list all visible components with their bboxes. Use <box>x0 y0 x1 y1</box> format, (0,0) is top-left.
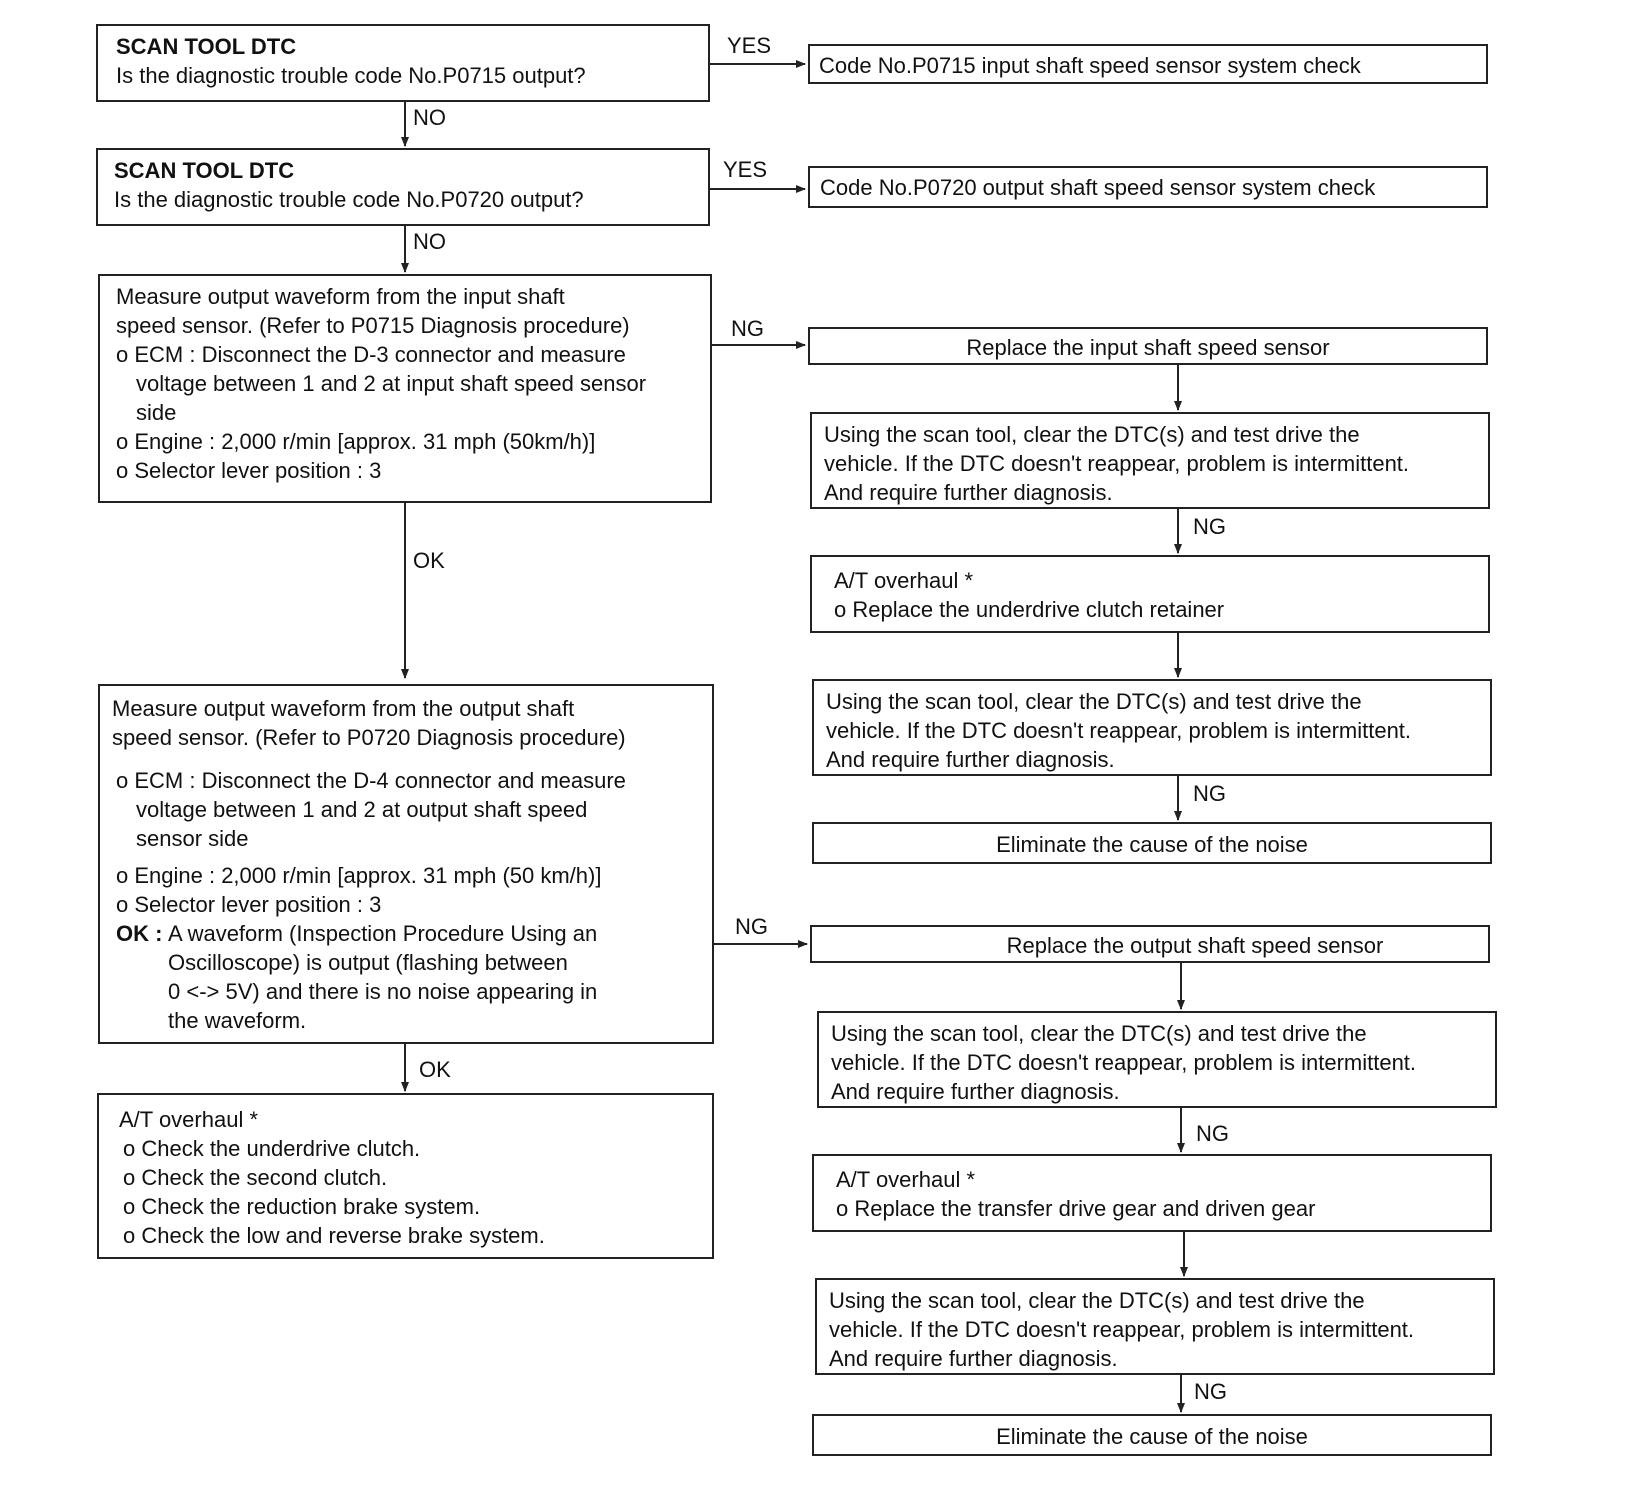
r4-ng-label: NG <box>1193 781 1226 806</box>
s5-text: Eliminate the cause of the noise <box>996 1424 1308 1449</box>
box4-ok-line1: A waveform (Inspection Procedure Using an <box>168 921 598 946</box>
r5-text: Eliminate the cause of the noise <box>996 832 1308 857</box>
box4-ok-text <box>168 919 712 1035</box>
r4-line1: Using the scan tool, clear the DTC(s) and test drive the <box>826 689 1362 714</box>
box1-no-label: NO <box>413 105 446 130</box>
s4-line1: Using the scan tool, clear the DTC(s) and test drive the <box>829 1288 1365 1313</box>
box4-ok-label: OK <box>419 1057 451 1082</box>
s2-ng-label: NG <box>1196 1121 1229 1146</box>
input-shaft-waveform-box <box>98 274 712 503</box>
r3-line2: o Replace the underdrive clutch retainer <box>834 597 1225 622</box>
replace-input-sensor-box <box>808 327 1488 365</box>
scan-tool-dtc-p0715-box <box>96 24 710 102</box>
box1-yes-label: YES <box>727 33 772 58</box>
box5-line3: o Check the second clutch. <box>123 1165 388 1190</box>
p0720-result-text: Code No.P0720 output shaft speed sensor system check <box>820 175 1376 200</box>
box2-yes-label: YES <box>723 157 768 182</box>
box4-ok-criteria <box>112 919 712 1035</box>
box4-line1: Measure output waveform from the output shaft <box>112 696 575 721</box>
box3-line4: voltage between 1 and 2 at input shaft speed sensor <box>136 371 647 396</box>
box3-ng-label: NG <box>731 316 764 341</box>
box2-title: SCAN TOOL DTC <box>114 158 295 183</box>
box4-line5: sensor side <box>136 826 249 851</box>
at-overhaul-checks-box <box>97 1093 714 1259</box>
s4-line2: vehicle. If the DTC doesn't reappear, problem is intermittent. <box>829 1317 1415 1342</box>
s2-line1: Using the scan tool, clear the DTC(s) and test drive the <box>831 1021 1367 1046</box>
box3-line3: o ECM : Disconnect the D-3 connector and measure <box>116 342 626 367</box>
r4-line2: vehicle. If the DTC doesn't reappear, problem is intermittent. <box>826 718 1412 743</box>
box4-ok-line4: the waveform. <box>168 1008 307 1033</box>
p0720-result-box <box>808 166 1488 208</box>
box2-question: Is the diagnostic trouble code No.P0720 output? <box>114 187 584 212</box>
at-overhaul-underdrive-box <box>810 555 1490 633</box>
r2-line1: Using the scan tool, clear the DTC(s) and test drive the <box>824 422 1360 447</box>
p0715-result-box <box>808 44 1488 84</box>
box2-no-label: NO <box>413 229 446 254</box>
box3-line7: o Selector lever position : 3 <box>116 458 382 483</box>
s2-line2: vehicle. If the DTC doesn't reappear, problem is intermittent. <box>831 1050 1417 1075</box>
s2-line3: And require further diagnosis. <box>831 1079 1120 1104</box>
box3-line2: speed sensor. (Refer to P0715 Diagnosis procedure) <box>116 313 630 338</box>
box4-line4: voltage between 1 and 2 at output shaft speed <box>136 797 588 822</box>
box1-title: SCAN TOOL DTC <box>116 34 297 59</box>
s4-ng-label: NG <box>1194 1379 1227 1404</box>
r1-text: Replace the input shaft speed sensor <box>966 335 1330 360</box>
clear-dtc-box-3 <box>817 1011 1497 1108</box>
box5-line5: o Check the low and reverse brake system. <box>123 1223 545 1248</box>
output-shaft-waveform-box <box>98 684 714 1044</box>
s3-line2: o Replace the transfer drive gear and driven gear <box>836 1196 1316 1221</box>
p0715-result-text: Code No.P0715 input shaft speed sensor system check <box>819 53 1361 78</box>
clear-dtc-box-4 <box>815 1278 1495 1375</box>
box5-line2: o Check the underdrive clutch. <box>123 1136 421 1161</box>
box4-ok-line3: 0 <-> 5V) and there is no noise appearing in <box>168 979 598 1004</box>
box4-line6: o Engine : 2,000 r/min [approx. 31 mph (50 km/h)] <box>116 863 602 888</box>
r3-line1: A/T overhaul * <box>834 568 974 593</box>
box3-ok-label: OK <box>413 548 445 573</box>
eliminate-noise-box-2 <box>812 1414 1492 1456</box>
box4-line7: o Selector lever position : 3 <box>116 892 382 917</box>
box4-line3: o ECM : Disconnect the D-4 connector and measure <box>116 768 626 793</box>
box5-line1: A/T overhaul * <box>119 1107 259 1132</box>
at-overhaul-transfer-box <box>812 1154 1492 1232</box>
box4-ng-label: NG <box>735 914 768 939</box>
box4-ok-line2: Oscilloscope) is output (flashing between <box>168 950 568 975</box>
clear-dtc-box-2 <box>812 679 1492 776</box>
box3-line5: side <box>136 400 177 425</box>
box3-line1: Measure output waveform from the input shaft <box>116 284 565 309</box>
s4-line3: And require further diagnosis. <box>829 1346 1118 1371</box>
r2-ng-label: NG <box>1193 514 1226 539</box>
box3-line6: o Engine : 2,000 r/min [approx. 31 mph (50km/h)] <box>116 429 596 454</box>
r4-line3: And require further diagnosis. <box>826 747 1115 772</box>
eliminate-noise-box-1 <box>812 822 1492 864</box>
r2-line2: vehicle. If the DTC doesn't reappear, problem is intermittent. <box>824 451 1410 476</box>
box4-ok-key: OK : <box>116 921 163 946</box>
s3-line1: A/T overhaul * <box>836 1167 976 1192</box>
s1-text: Replace the output shaft speed sensor <box>1006 933 1384 958</box>
box1-question: Is the diagnostic trouble code No.P0715 output? <box>116 63 586 88</box>
clear-dtc-box-1 <box>810 412 1490 509</box>
replace-output-sensor-box <box>810 925 1490 963</box>
box5-line4: o Check the reduction brake system. <box>123 1194 481 1219</box>
r2-line3: And require further diagnosis. <box>824 480 1113 505</box>
scan-tool-dtc-p0720-box <box>96 148 710 226</box>
box4-line2: speed sensor. (Refer to P0720 Diagnosis procedure) <box>112 725 626 750</box>
